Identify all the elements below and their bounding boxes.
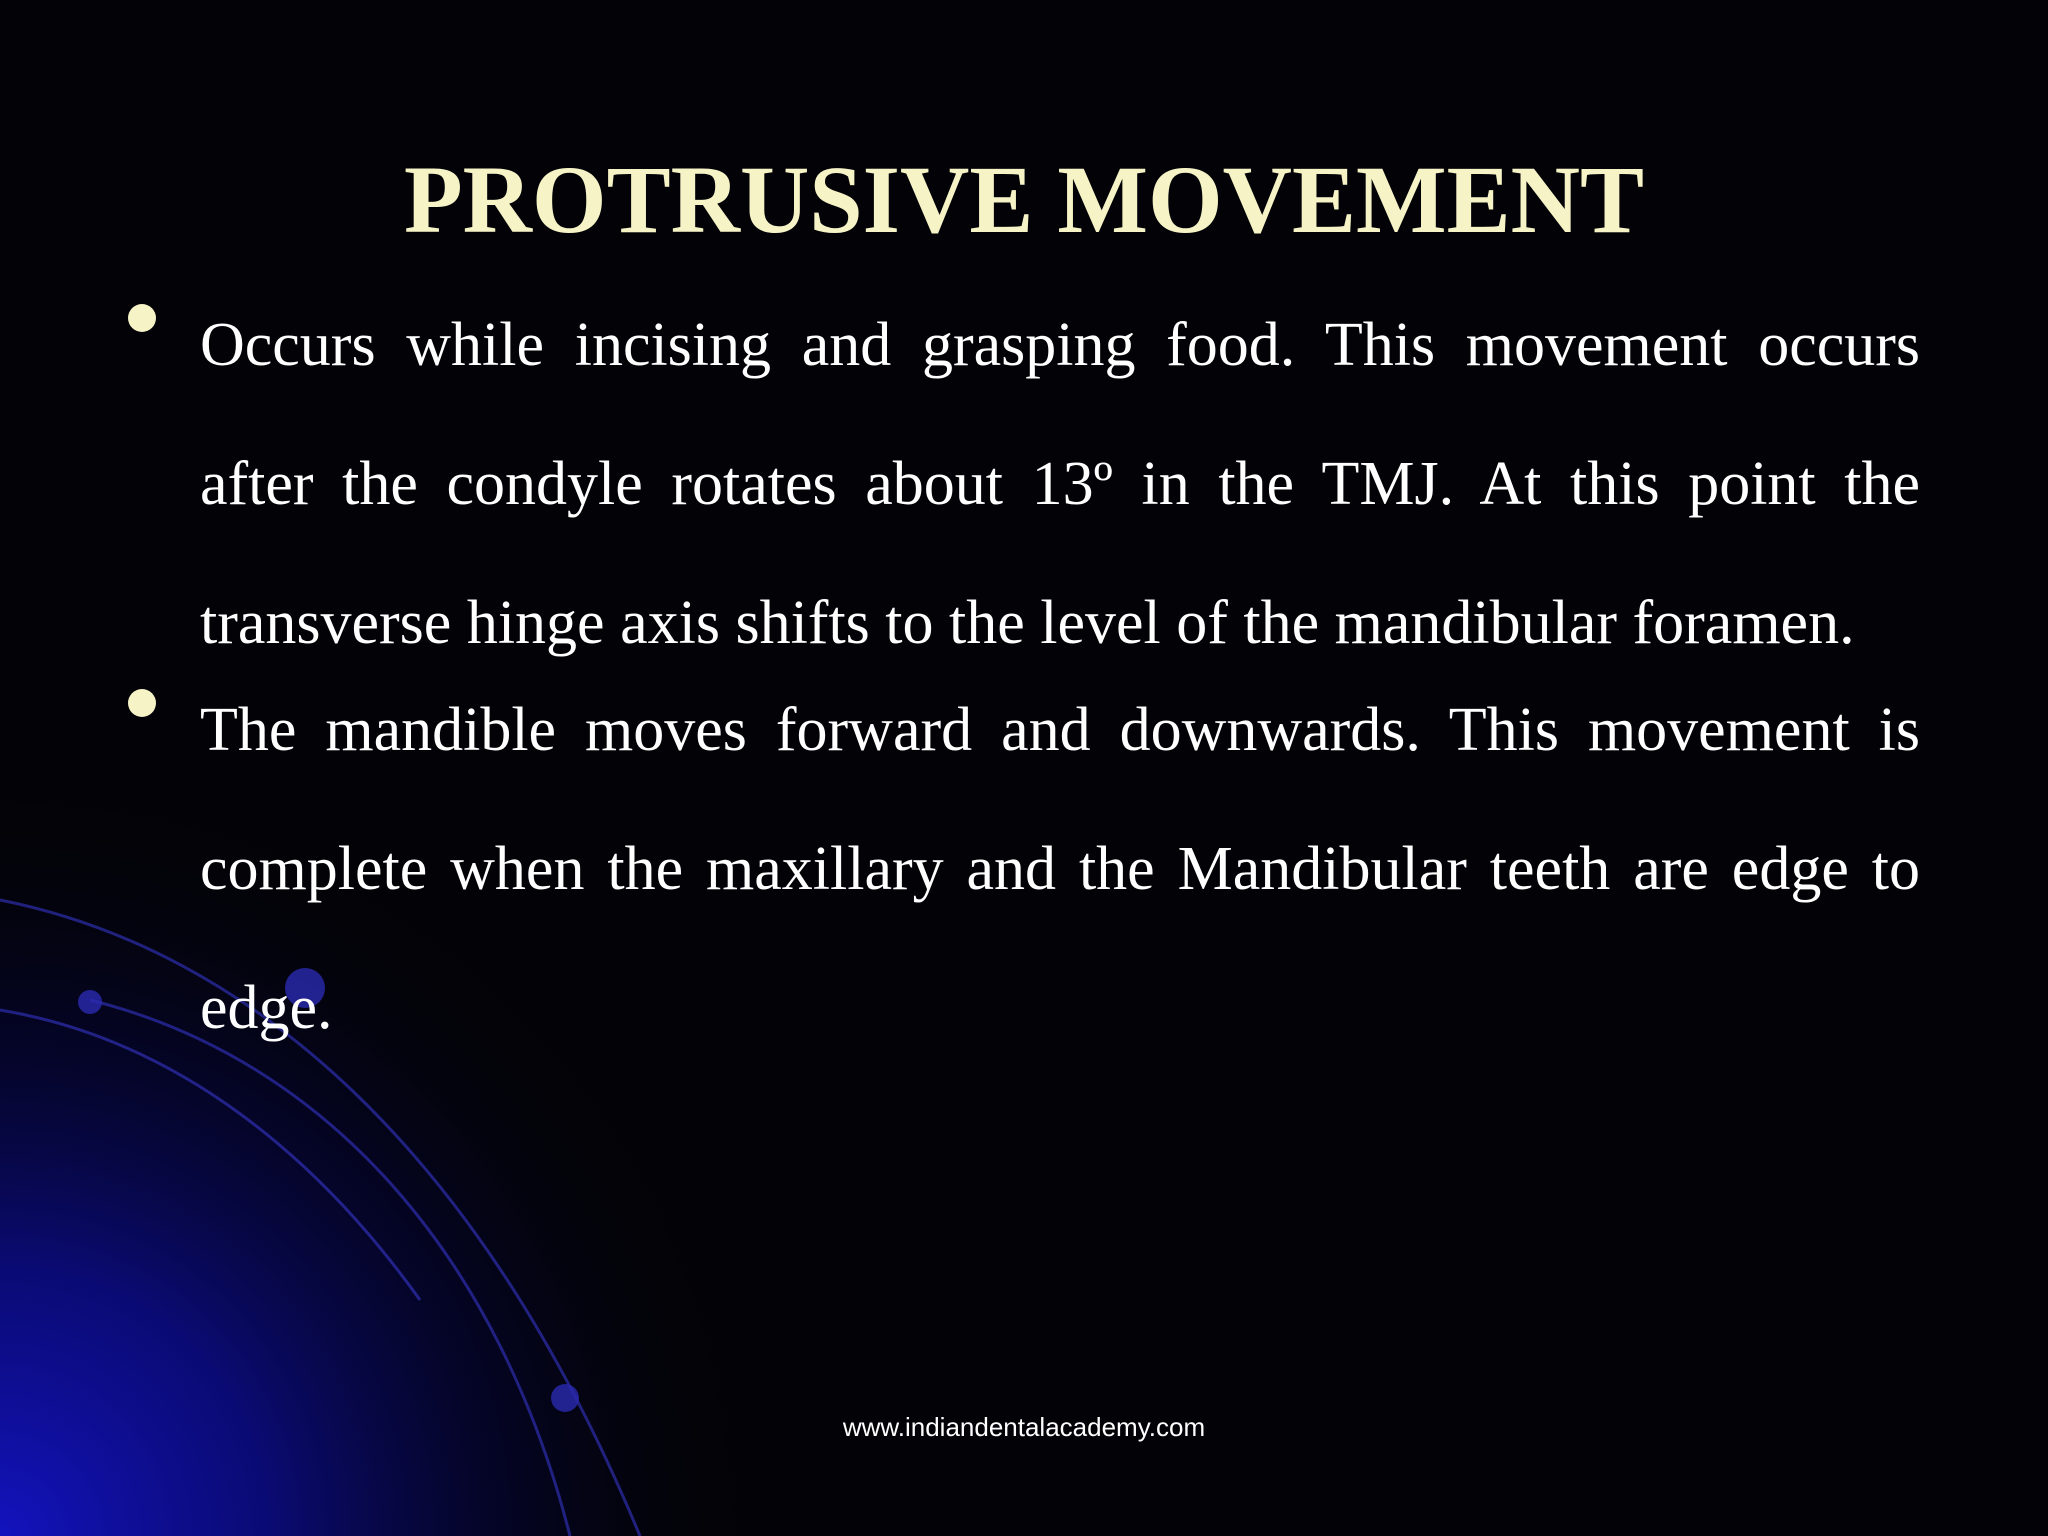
slide-title: PROTRUSIVE MOVEMENT xyxy=(403,146,1645,253)
bullet-list xyxy=(120,308,1920,1078)
bullet-item xyxy=(120,661,1920,1078)
bullet-text: The mandible moves forward and downwards. This movement is complete when the maxillary and the Mandibular teeth are edge to edge. xyxy=(200,696,1920,1042)
decor-orb xyxy=(551,1384,579,1412)
decor-orb xyxy=(78,990,102,1014)
bullet-item xyxy=(120,276,1920,693)
bullet-icon xyxy=(128,304,156,332)
bullet-text: Occurs while incising and grasping food. This movement occurs after the condyle rotates about 13º in the TMJ. At this point the transverse hinge axis shifts to the level of the mandibular foramen. xyxy=(200,311,1920,657)
bullet-icon xyxy=(128,689,156,717)
footer-url: www.indiandentalacademy.com xyxy=(842,1412,1206,1442)
